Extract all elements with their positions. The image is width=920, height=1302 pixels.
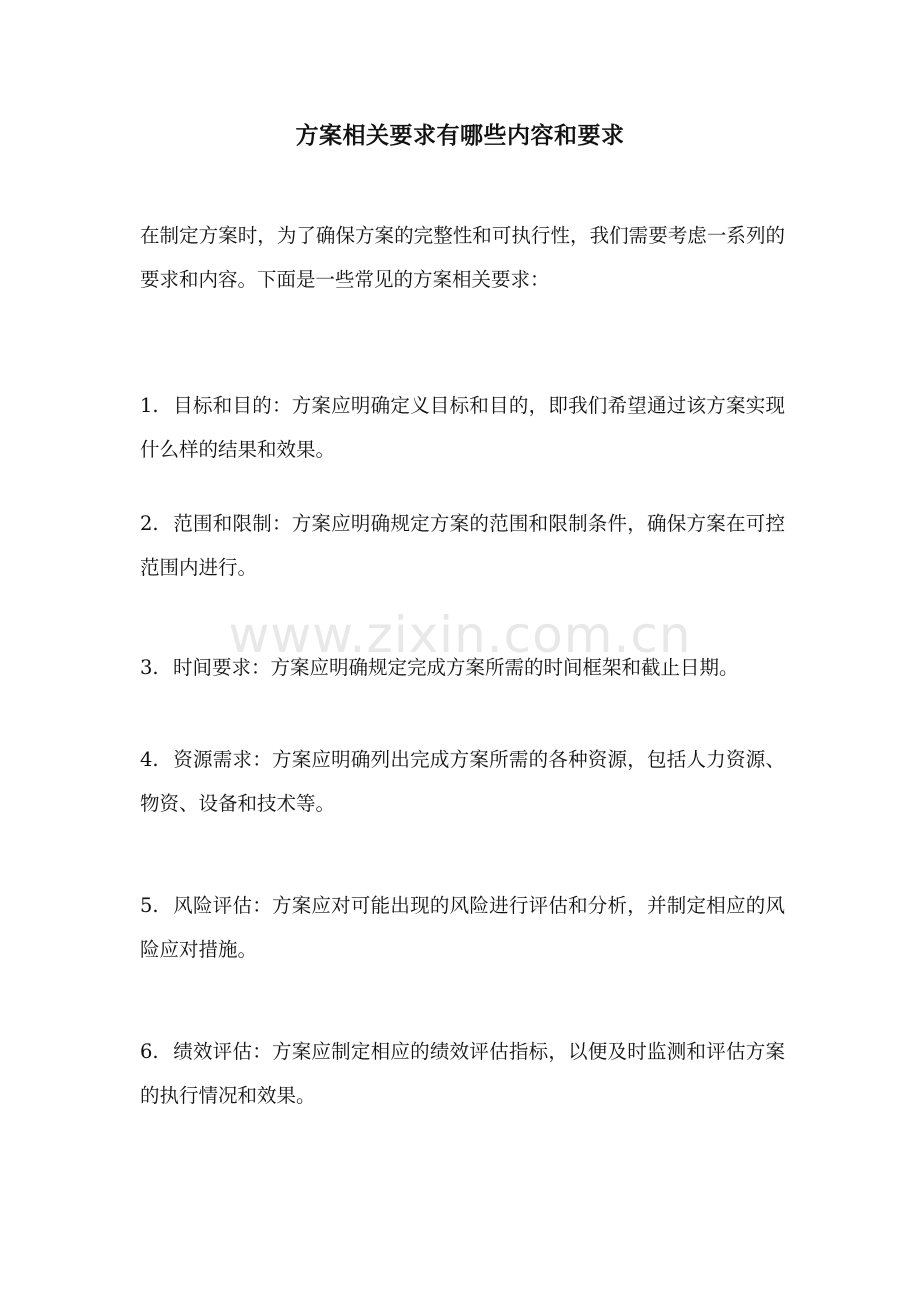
list-item xyxy=(140,384,785,472)
item-number: 3. xyxy=(140,656,159,679)
item-text: 范围和限制：方案应明确规定方案的范围和限制条件，确保方案在可控范围内进行。 xyxy=(140,512,785,579)
item-text: 目标和目的：方案应明确定义目标和目的，即我们希望通过该方案实现什么样的结果和效果。 xyxy=(140,394,785,461)
list-item xyxy=(140,502,785,590)
item-number: 2. xyxy=(140,512,159,535)
item-text: 时间要求：方案应明确规定完成方案所需的时间框架和截止日期。 xyxy=(173,656,739,679)
item-number: 4. xyxy=(140,748,159,771)
item-number: 5. xyxy=(140,894,159,917)
item-number: 1. xyxy=(140,394,159,417)
intro-paragraph: 在制定方案时，为了确保方案的完整性和可执行性，我们需要考虑一系列的要求和内容。下面是一些常见的方案相关要求： xyxy=(140,224,785,291)
document-title: 方案相关要求有哪些内容和要求 xyxy=(295,122,625,149)
item-text: 绩效评估：方案应制定相应的绩效评估指标，以便及时监测和评估方案的执行情况和效果。 xyxy=(140,1040,785,1107)
list-item xyxy=(140,646,785,690)
list-item xyxy=(140,738,785,826)
item-text: 资源需求：方案应明确列出完成方案所需的各种资源，包括人力资源、物资、设备和技术等。 xyxy=(140,748,785,815)
list-item xyxy=(140,884,785,972)
item-number: 6. xyxy=(140,1040,159,1063)
watermark: www.zixin.com.cn xyxy=(228,606,692,664)
item-text: 风险评估：方案应对可能出现的风险进行评估和分析，并制定相应的风险应对措施。 xyxy=(140,894,785,961)
list-item xyxy=(140,1030,785,1118)
